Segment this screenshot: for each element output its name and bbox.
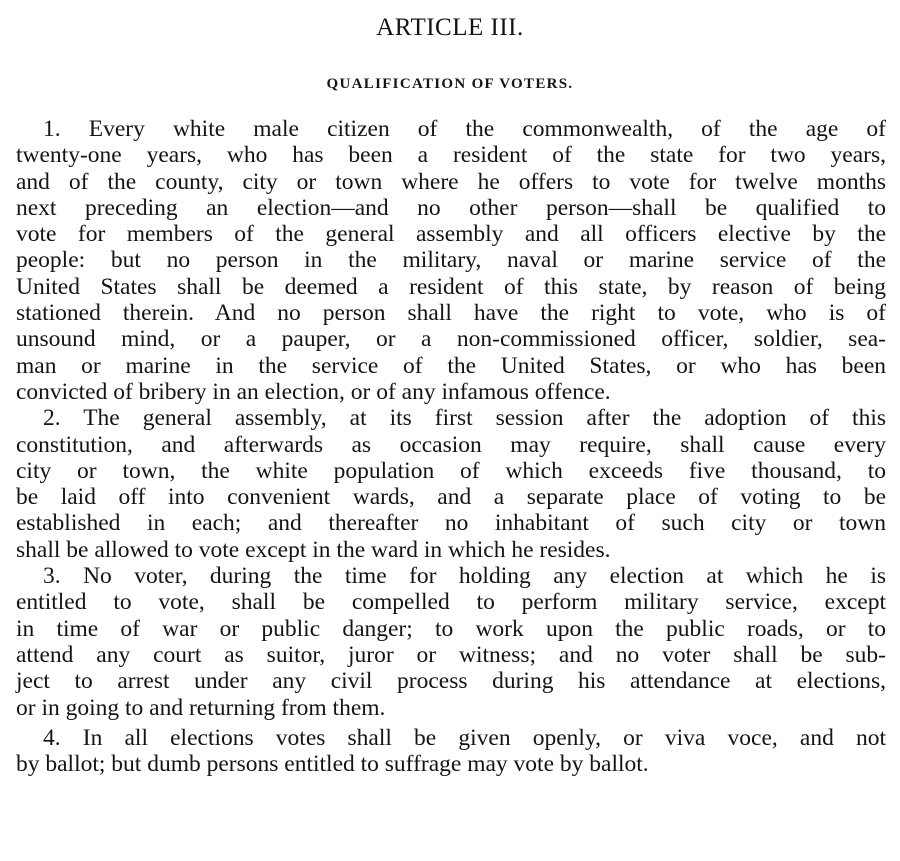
paragraph-line: or in going to and returning from them.	[16, 694, 386, 721]
paragraph-4	[16, 725, 886, 778]
paragraph-line: 1. Every white male citizen of the commonwealth, of the age of	[43, 116, 886, 142]
paragraph-line: 4. In all elections votes shall be given openly, or viva voce, and not	[43, 724, 886, 751]
paragraph-1	[16, 116, 886, 405]
paragraph-line: vote for members of the general assembly and all officers elective by the	[16, 221, 886, 248]
paragraph-line: in time of war or public danger; to work upon the public roads, or to	[16, 615, 886, 642]
paragraph-line: shall be allowed to vote except in the ward in which he resides.	[16, 536, 611, 563]
paragraph-line: people: but no person in the military, naval or marine service of the	[16, 247, 886, 274]
paragraph-line: man or marine in the service of the United States, or who has been	[16, 352, 886, 379]
paragraph-line: unsound mind, or a pauper, or a non-commissioned officer, soldier, sea-	[16, 326, 886, 353]
article-body	[16, 116, 886, 777]
paragraph-2	[16, 405, 886, 563]
paragraph-line: entitled to vote, shall be compelled to perform military service, except	[16, 589, 886, 616]
paragraph-line: by ballot; but dumb persons entitled to suffrage may vote by ballot.	[16, 751, 649, 778]
paragraph-line: 3. No voter, during the time for holding any election at which he is	[43, 563, 886, 590]
paragraph-line: constitution, and afterwards as occasion may require, shall cause every	[16, 431, 886, 458]
paragraph-line: 2. The general assembly, at its first session after the adoption of this	[43, 405, 886, 432]
paragraph-line: ject to arrest under any civil process during his attendance at elections,	[16, 668, 886, 695]
paragraph-line: stationed therein. And no person shall have the right to vote, who is of	[16, 300, 886, 327]
section-title: QUALIFICATION OF VOTERS.	[326, 76, 574, 92]
article-title: ARTICLE III.	[376, 14, 524, 41]
paragraph-line: United States shall be deemed a resident of this state, by reason of being	[16, 273, 886, 300]
paragraph-3	[16, 563, 886, 721]
paragraph-line: twenty-one years, who has been a resident of the state for two years,	[16, 142, 886, 169]
paragraph-line: attend any court as suitor, juror or witness; and no voter shall be sub-	[16, 641, 886, 668]
paragraph-line: and of the county, city or town where he offers to vote for twelve months	[16, 168, 886, 195]
paragraph-line: next preceding an election—and no other person—shall be qualified to	[16, 194, 886, 221]
paragraph-line: city or town, the white population of which exceeds five thousand, to	[16, 457, 886, 484]
paragraph-line: be laid off into convenient wards, and a separate place of voting to be	[16, 484, 886, 511]
paragraph-line: convicted of bribery in an election, or of any infamous offence.	[16, 378, 611, 405]
paragraph-line: established in each; and thereafter no inhabitant of such city or town	[16, 510, 886, 537]
